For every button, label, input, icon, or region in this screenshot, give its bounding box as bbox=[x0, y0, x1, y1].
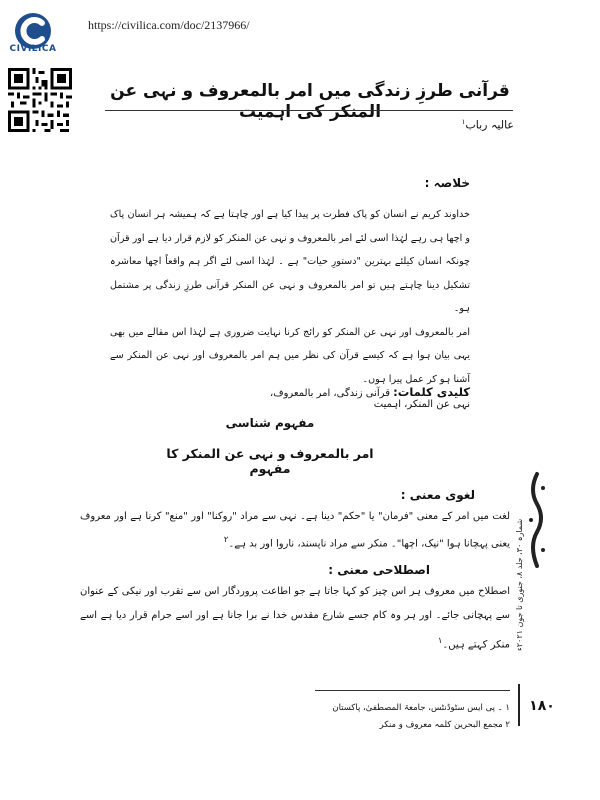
author-name: عالیہ رباب bbox=[465, 118, 514, 132]
logo-text: CIVILICA bbox=[9, 44, 57, 54]
abstract-paragraph-2: امر بالمعروف اور نہی عن المنکر کو رائج کرنا نہایت ضروری ہے لہٰذا اس مقالے میں بھی یہی بیان ہوا ہے کہ کیسے قرآن کی نظر میں ہم امر بالمعروف اور نہی عن المنکر سے آشنا ہو کر عمل پیرا ہوں۔ bbox=[110, 326, 470, 385]
footnote-2: ٢ مجمع البحرین کلمہ معروف و منکر bbox=[379, 720, 510, 730]
journal-issue-info: شمارہ ۳۰، جلد ۸، جنوری تا جون ۲۰۲۱ء bbox=[515, 518, 524, 652]
document-url[interactable]: https://civilica.com/doc/2137966/ bbox=[88, 18, 250, 32]
lexical-meaning-body bbox=[80, 505, 510, 555]
author-line bbox=[300, 118, 514, 132]
page-number: ١٨٠ bbox=[529, 698, 555, 714]
author-footnote-marker: ١ bbox=[461, 118, 466, 126]
keywords-line bbox=[250, 385, 470, 410]
section-subheading-concept: امر بالمعروف و نہی عن المنکر کا مفہوم bbox=[166, 446, 374, 476]
footnotes bbox=[315, 700, 510, 734]
section-heading-concept: مفہوم شناسی bbox=[225, 416, 315, 430]
keywords-value: قرآنی زندگی، امر بالمعروف، نہی عن المنکر، اہمیت bbox=[269, 388, 470, 410]
technical-meaning-text: اصطلاح میں معروف ہر اس چیز کو کہا جاتا ہے جو اطاعت پروردگار اس سے تقرب اور نیکی کے عنوان سے پہچانی جائے۔ اور ہر وہ کام جسے شارع مقدس خدا نے برا جانا ہے اور اسے حرام قرار دیا ہے اسے منکر کہتے ہیں۔ bbox=[80, 586, 510, 651]
lexical-meaning-heading: لغوی معنی : bbox=[400, 488, 475, 502]
abstract-paragraph-1: خداوند کریم نے انسان کو پاک فطرت پر پیدا کیا ہے اور چاہتا ہے کہ ہمیشہ ہر انسان پاک و اچھا ہی رہے لہٰذا اسی لئے امر بالمعروف و نہی عن المنکر کو لازم قرار دیا ہے اور قرآن چونکہ انسان کیلئے بہترین "دستورِ حیات" ہے ۔ لہٰذا اسی لئے اگر ہم واقعاً اچھا معاشرہ تشکیل دینا چاہتے ہیں تو امر بالمعروف و نہی عن المنکر قرآنی طرزِ زندگی پر مشتمل ہو۔ bbox=[110, 209, 470, 314]
keywords-label: کلیدی کلمات: bbox=[393, 385, 470, 399]
technical-footnote-marker: ١ bbox=[437, 635, 443, 645]
lexical-footnote-marker: ٢ bbox=[223, 534, 229, 544]
abstract-body bbox=[110, 203, 470, 391]
footnote-1: ١ ۔ پی ایس سٹوڈنٹس، جامعۃ المصطفیٰ، پاکستان bbox=[332, 703, 510, 713]
article-title: قرآنی طرزِ زندگی میں امر بالمعروف و نہی عن المنکر کی اہمیت bbox=[110, 81, 510, 122]
qr-code-icon bbox=[8, 68, 72, 132]
technical-meaning-heading: اصطلاحی معنی : bbox=[328, 563, 430, 577]
footnote-divider bbox=[315, 690, 510, 691]
lexical-meaning-text: لغت میں امر کے معنی "فرمان" یا "حکم" دینا ہے۔ نہی سے مراد "روکنا" اور "منع" کرنا ہے اور معروف یعنی پہچانا ہوا "نیک، اچھا"۔ منکر سے مراد ناپسند، ناروا اور بد ہے۔ bbox=[80, 511, 510, 550]
title-underline bbox=[105, 110, 513, 111]
abstract-heading: خلاصہ : bbox=[424, 176, 470, 190]
technical-meaning-body bbox=[80, 580, 510, 657]
